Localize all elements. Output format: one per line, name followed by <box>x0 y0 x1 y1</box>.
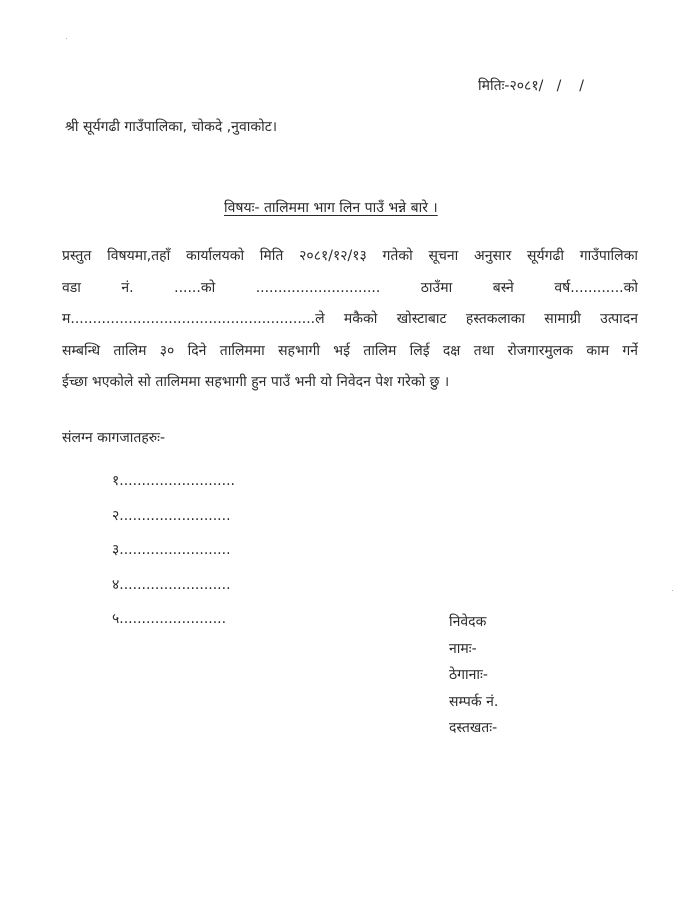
addressee: श्री सूर्यगढी गाउँपालिका, चोकदे ,नुवाकोट। <box>65 119 278 135</box>
attachment-item: २......................... <box>112 507 231 524</box>
applicant-signature-label: दस्तखतः- <box>449 720 498 736</box>
subject-line: विषयः- तालिममा भाग लिन पाउँ भन्ने बारे । <box>224 200 438 216</box>
attachment-item: ४......................... <box>112 576 231 593</box>
attachments-heading: संलग्न कागजातहरुः- <box>62 430 166 446</box>
body-line: वडा नं. ......को ............................ ठाउँमा बस्ने वर्ष............को <box>62 279 638 296</box>
body-line: सम्बन्धि तालिम ३० दिने तालिममा सहभागी भई तालिम लिई दक्ष तथा रोजगारमुलक काम गर्ने <box>62 342 638 359</box>
attachment-item: १.......................... <box>112 473 235 489</box>
applicant-address-label: ठेगानाः- <box>449 667 488 683</box>
scan-speck <box>66 38 67 39</box>
body-line: म.......................................................ले मकैको खोस्टाबाट हस्तकलाका सामाग्री उत्पादन <box>62 311 638 327</box>
scan-speck <box>672 590 673 591</box>
attachments-list <box>112 469 235 642</box>
attachment-item: ५........................ <box>112 611 227 627</box>
applicant-block <box>449 610 498 743</box>
letter-date: मितिः-२०८१/ / / <box>478 78 584 94</box>
applicant-title: निवेदक <box>449 614 487 630</box>
body-line: ईच्छा भएकोले सो तालिममा सहभागी हुन पाउँ भनी यो निवेदन पेश गरेको छु । <box>62 374 450 390</box>
applicant-contact-label: सम्पर्क नं. <box>449 693 499 710</box>
body-paragraph <box>62 241 638 399</box>
body-line: प्रस्तुत विषयमा,तहाँ कार्यालयको मिति २०८१/१२/१३ गतेको सूचना अनुसार सूर्यगढी गाउँपालिका <box>62 248 638 264</box>
attachment-item: ३......................... <box>112 542 231 558</box>
applicant-name-label: नामः- <box>449 640 477 657</box>
